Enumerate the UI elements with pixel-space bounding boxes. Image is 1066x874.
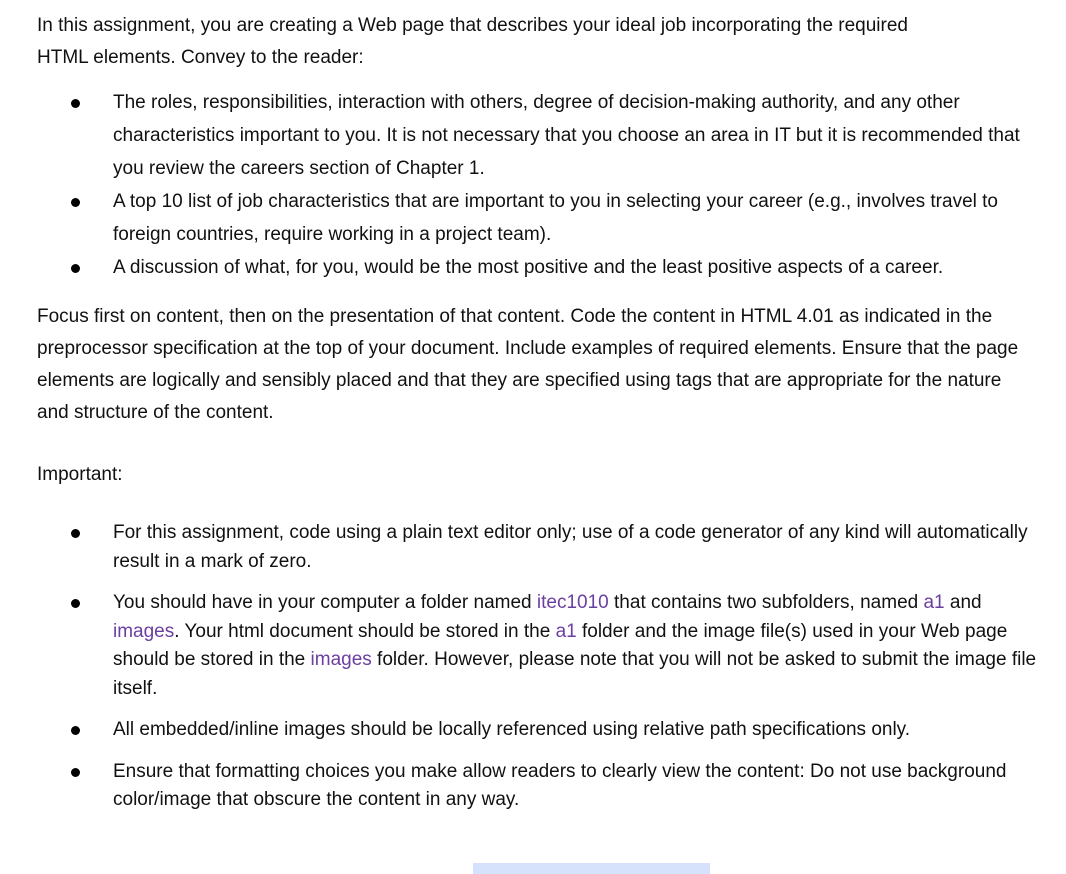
intro-line-2: HTML elements. Convey to the reader: — [37, 47, 364, 68]
bullet-icon — [71, 99, 80, 108]
requirements-list — [37, 86, 1037, 284]
folder-name-a1: a1 — [555, 620, 577, 642]
folder-name-a1: a1 — [923, 592, 945, 613]
list-item — [37, 86, 1037, 185]
text-segment: folder. However, please note that you will not be asked to submit the image file itself. — [113, 649, 1037, 699]
list-item — [37, 589, 1037, 703]
document-body — [37, 10, 1037, 828]
list-item — [37, 716, 1037, 745]
list-item — [37, 251, 1037, 284]
selection-highlight-bar — [473, 863, 710, 874]
folder-name-itec1010: itec1010 — [536, 592, 609, 613]
list-item-text: A discussion of what, for you, would be the most positive and the least positive aspects of a career. — [113, 257, 944, 278]
text-segment: that contains two subfolders, named — [608, 592, 924, 613]
list-item — [37, 519, 1037, 576]
bullet-icon — [71, 529, 80, 538]
text-segment: . Your html document should be stored in the — [174, 620, 556, 642]
text-segment: and — [944, 592, 982, 613]
bullet-icon — [71, 198, 80, 207]
list-item-text: The roles, responsibilities, interaction with others, degree of decision-making authority, and any other characteristics important to you. It is not necessary that you choose an area in IT but it is recommended that you review the careers section of Chapter 1. — [113, 92, 1020, 179]
list-item — [37, 185, 1037, 251]
intro-line-1: In this assignment, you are creating a Web page that describes your ideal job incorporating the required — [37, 15, 908, 36]
list-item-text — [113, 592, 1036, 699]
list-item-text: A top 10 list of job characteristics that are important to you in selecting your career (e.g., involves travel to foreign countries, require working in a project team). — [113, 191, 998, 245]
bullet-icon — [71, 599, 80, 608]
folder-name-images: images — [310, 649, 372, 670]
text-segment: folder and the image file(s) used in your Web page should be stored in the — [113, 620, 1008, 670]
important-list — [37, 519, 1037, 815]
important-label: Important: — [37, 464, 123, 485]
list-item-text: For this assignment, code using a plain text editor only; use of a code generator of any kind will automatically result in a mark of zero. — [113, 522, 1028, 572]
list-item-text: Ensure that formatting choices you make allow readers to clearly view the content: Do not use background color/image that obscure the content in any way. — [113, 760, 1007, 810]
text-segment: You should have in your computer a folder named — [113, 592, 537, 613]
bullet-icon — [71, 768, 80, 777]
folder-name-images: images — [113, 620, 175, 642]
bullet-icon — [71, 726, 80, 735]
intro-paragraph — [37, 10, 1037, 74]
focus-paragraph: Focus first on content, then on the presentation of that content. Code the content in HTML 4.01 as indicated in the preprocessor specification at the top of your document. Include examples of required elements. Ensure that the page elements are logically and sensibly placed and that they are specified using tags that are appropriate for the nature and structure of the content. — [37, 306, 1019, 423]
list-item — [37, 758, 1037, 815]
list-item-text: All embedded/inline images should be locally referenced using relative path specifications only. — [113, 719, 911, 740]
bullet-icon — [71, 264, 80, 273]
